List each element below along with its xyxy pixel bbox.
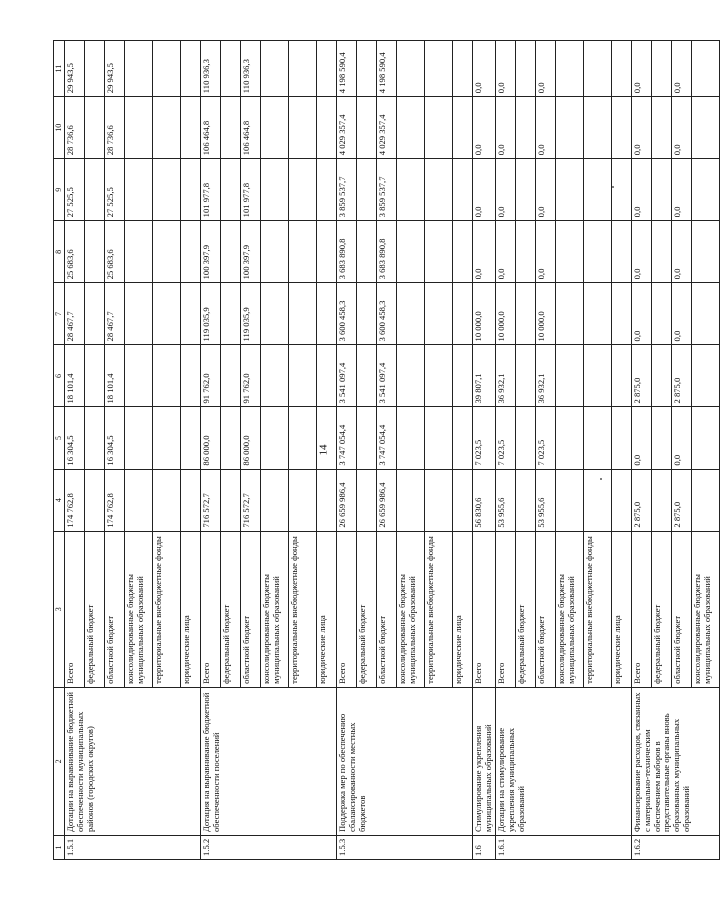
source-label: федеральный бюджет	[651, 531, 671, 687]
source-label: консолидированные бюджеты муниципальных образований	[261, 531, 289, 687]
value-cell: 0,0	[495, 159, 515, 221]
value-cell	[515, 345, 535, 407]
value-cell: 53 955,6	[535, 469, 555, 531]
value-cell	[611, 97, 631, 159]
value-cell	[515, 41, 535, 97]
row-name: Дотации на стимулирование укрепления муниципальных образований	[495, 687, 631, 835]
value-cell	[289, 97, 317, 159]
value-cell: 3 747 054,4	[337, 407, 357, 469]
value-cell	[125, 345, 153, 407]
value-cell	[181, 41, 201, 97]
value-cell	[221, 97, 241, 159]
value-cell	[153, 159, 181, 221]
value-cell: 0,0	[473, 41, 496, 97]
value-cell: 27 525,5	[105, 159, 125, 221]
value-cell	[611, 283, 631, 345]
value-cell: 18 101,4	[105, 345, 125, 407]
value-cell: 18 101,4	[65, 345, 85, 407]
value-cell	[153, 97, 181, 159]
value-cell: 3 683 890,8	[337, 221, 357, 283]
value-cell	[261, 469, 289, 531]
value-cell	[453, 41, 473, 97]
value-cell	[691, 221, 719, 283]
value-cell: 26 659 986,4	[377, 469, 397, 531]
header-cell: 9	[54, 159, 65, 221]
value-cell: 110 936,3	[241, 41, 261, 97]
value-cell: 4 029 357,4	[377, 97, 397, 159]
value-cell	[651, 159, 671, 221]
value-cell	[153, 41, 181, 97]
value-cell: 0,0	[535, 221, 555, 283]
source-label: консолидированные бюджеты муниципальных образований	[555, 531, 583, 687]
value-cell: 2 875,0	[631, 469, 651, 531]
value-cell	[221, 221, 241, 283]
value-cell	[555, 97, 583, 159]
value-cell: 106 464,8	[201, 97, 221, 159]
value-cell	[261, 345, 289, 407]
value-cell: 36 932,1	[535, 345, 555, 407]
value-cell: 0,0	[671, 283, 691, 345]
value-cell	[515, 159, 535, 221]
value-cell: 119 035,9	[201, 283, 221, 345]
value-cell: 119 035,9	[241, 283, 261, 345]
value-cell: 3 683 890,8	[377, 221, 397, 283]
value-cell	[651, 345, 671, 407]
value-cell	[453, 407, 473, 469]
value-cell	[125, 469, 153, 531]
value-cell	[515, 97, 535, 159]
value-cell: 3 541 097,4	[377, 345, 397, 407]
header-cell: 10	[54, 97, 65, 159]
row-code: 1.5.3	[337, 835, 473, 859]
value-cell: 29 943,5	[105, 41, 125, 97]
value-cell: 0,0	[671, 159, 691, 221]
value-cell	[221, 41, 241, 97]
value-cell	[583, 97, 611, 159]
row-name: Финансирование расходов, связанных с материально-техническим обеспечением выборов в представительные органы вновь образованных муниципальных образований	[631, 687, 719, 835]
page-number: 14	[317, 444, 330, 456]
value-cell: 0,0	[535, 97, 555, 159]
value-cell	[153, 221, 181, 283]
value-cell	[317, 407, 337, 469]
value-cell: 3 600 458,3	[377, 283, 397, 345]
scan-speck	[612, 186, 614, 188]
value-cell: 0,0	[473, 97, 496, 159]
source-label: областной бюджет	[535, 531, 555, 687]
value-cell: 3 859 537,7	[337, 159, 357, 221]
row-name: Поддержка мер по обеспечению сбалансированности местных бюджетов	[337, 687, 473, 835]
value-cell	[181, 283, 201, 345]
value-cell: 174 762,8	[65, 469, 85, 531]
value-cell	[453, 469, 473, 531]
value-cell	[289, 283, 317, 345]
value-cell	[397, 407, 425, 469]
value-cell: 4 198 590,4	[337, 41, 357, 97]
source-label: Всего	[65, 531, 85, 687]
value-cell	[555, 41, 583, 97]
source-label: областной бюджет	[241, 531, 261, 687]
value-cell	[691, 469, 719, 531]
table-row	[495, 41, 515, 860]
value-cell	[425, 345, 453, 407]
value-cell: 10 000,0	[473, 283, 496, 345]
table-row	[473, 41, 496, 860]
row-name: Дотации на выравнивание бюджетной обеспеченности муниципальных районов (городских округов)	[65, 687, 201, 835]
value-cell: 16 304,5	[65, 407, 85, 469]
value-cell: 0,0	[671, 407, 691, 469]
value-cell	[317, 221, 337, 283]
header-cell: 7	[54, 283, 65, 345]
value-cell: 39 807,1	[473, 345, 496, 407]
value-cell	[317, 41, 337, 97]
value-cell	[181, 469, 201, 531]
value-cell	[611, 469, 631, 531]
value-cell	[425, 407, 453, 469]
value-cell	[425, 97, 453, 159]
source-label: территориальные внебюджетные фонды	[425, 531, 453, 687]
value-cell	[357, 97, 377, 159]
value-cell: 86 000,0	[241, 407, 261, 469]
value-cell	[555, 221, 583, 283]
value-cell: 3 859 537,7	[377, 159, 397, 221]
value-cell: 0,0	[631, 41, 651, 97]
value-cell: 28 467,7	[105, 283, 125, 345]
value-cell: 28 736,6	[105, 97, 125, 159]
value-cell: 26 659 986,4	[337, 469, 357, 531]
value-cell: 0,0	[671, 97, 691, 159]
value-cell: 28 736,6	[65, 97, 85, 159]
value-cell: 0,0	[535, 41, 555, 97]
header-row	[54, 41, 65, 860]
value-cell	[221, 345, 241, 407]
value-cell	[583, 407, 611, 469]
value-cell	[125, 41, 153, 97]
value-cell: 2 875,0	[631, 345, 651, 407]
value-cell	[583, 345, 611, 407]
value-cell: 0,0	[631, 159, 651, 221]
table-row	[65, 41, 85, 860]
value-cell	[611, 159, 631, 221]
value-cell: 10 000,0	[495, 283, 515, 345]
value-cell	[691, 97, 719, 159]
value-cell	[289, 469, 317, 531]
value-cell	[555, 469, 583, 531]
value-cell: 7 023,5	[495, 407, 515, 469]
value-cell	[261, 221, 289, 283]
source-label: Всего	[473, 531, 496, 687]
value-cell	[317, 345, 337, 407]
value-cell	[289, 345, 317, 407]
value-cell	[515, 407, 535, 469]
source-label: областной бюджет	[671, 531, 691, 687]
value-cell	[317, 159, 337, 221]
value-cell	[261, 97, 289, 159]
value-cell: 3 600 458,3	[337, 283, 357, 345]
value-cell	[515, 469, 535, 531]
row-name: Дотация на выравнивание бюджетной обеспеченности поселений	[201, 687, 337, 835]
rotated-table-sheet	[53, 40, 712, 860]
value-cell	[125, 283, 153, 345]
source-label: Всего	[495, 531, 515, 687]
value-cell	[691, 283, 719, 345]
value-cell	[181, 97, 201, 159]
value-cell: 100 397,9	[201, 221, 221, 283]
value-cell: 2 875,0	[671, 345, 691, 407]
value-cell	[181, 159, 201, 221]
value-cell: 0,0	[495, 221, 515, 283]
value-cell	[611, 407, 631, 469]
source-label: юридические лица	[317, 531, 337, 687]
row-code: 1.6.2	[631, 835, 719, 859]
value-cell: 28 467,7	[65, 283, 85, 345]
value-cell: 101 977,8	[241, 159, 261, 221]
scan-speck	[600, 478, 602, 480]
source-label: консолидированные бюджеты муниципальных образований	[397, 531, 425, 687]
table-row	[337, 41, 357, 860]
value-cell: 7 023,5	[473, 407, 496, 469]
budget-table	[53, 40, 720, 860]
value-cell	[425, 469, 453, 531]
value-cell	[651, 97, 671, 159]
value-cell	[357, 159, 377, 221]
value-cell	[357, 407, 377, 469]
value-cell: 36 932,1	[495, 345, 515, 407]
value-cell	[453, 221, 473, 283]
value-cell	[317, 469, 337, 531]
value-cell	[181, 221, 201, 283]
header-cell: 6	[54, 345, 65, 407]
value-cell	[357, 345, 377, 407]
source-label: юридические лица	[453, 531, 473, 687]
source-label: Всего	[337, 531, 357, 687]
value-cell	[515, 283, 535, 345]
value-cell	[221, 407, 241, 469]
value-cell: 716 572,7	[241, 469, 261, 531]
source-label: федеральный бюджет	[221, 531, 241, 687]
value-cell	[357, 283, 377, 345]
value-cell: 86 000,0	[201, 407, 221, 469]
table-row	[201, 41, 221, 860]
row-name: Стимулирование укрепления муниципальных образований	[473, 687, 496, 835]
value-cell	[317, 283, 337, 345]
value-cell	[425, 159, 453, 221]
value-cell	[453, 283, 473, 345]
value-cell: 16 304,5	[105, 407, 125, 469]
source-label: областной бюджет	[377, 531, 397, 687]
value-cell: 0,0	[495, 41, 515, 97]
value-cell	[397, 97, 425, 159]
header-cell: 3	[54, 531, 65, 687]
value-cell	[425, 41, 453, 97]
header-cell: 1	[54, 835, 65, 859]
value-cell: 29 943,5	[65, 41, 85, 97]
value-cell	[181, 345, 201, 407]
source-label: юридические лица	[181, 531, 201, 687]
row-code: 1.6.1	[495, 835, 631, 859]
value-cell: 0,0	[495, 97, 515, 159]
source-label: территориальные внебюджетные фонды	[583, 531, 611, 687]
value-cell	[125, 221, 153, 283]
value-cell	[555, 407, 583, 469]
value-cell	[125, 159, 153, 221]
value-cell	[153, 469, 181, 531]
value-cell: 0,0	[631, 283, 651, 345]
value-cell	[611, 41, 631, 97]
value-cell	[153, 283, 181, 345]
value-cell: 0,0	[535, 159, 555, 221]
value-cell	[651, 41, 671, 97]
value-cell	[397, 41, 425, 97]
header-cell: 2	[54, 687, 65, 835]
source-label: федеральный бюджет	[85, 531, 105, 687]
value-cell	[651, 283, 671, 345]
source-label: областной бюджет	[105, 531, 125, 687]
value-cell: 0,0	[631, 97, 651, 159]
value-cell	[221, 159, 241, 221]
value-cell	[221, 283, 241, 345]
value-cell	[85, 345, 105, 407]
value-cell	[515, 221, 535, 283]
value-cell: 3 747 054,4	[377, 407, 397, 469]
value-cell: 10 000,0	[535, 283, 555, 345]
value-cell: 106 464,8	[241, 97, 261, 159]
value-cell: 101 977,8	[201, 159, 221, 221]
value-cell: 91 762,0	[201, 345, 221, 407]
value-cell: 0,0	[473, 159, 496, 221]
value-cell	[397, 283, 425, 345]
value-cell	[261, 283, 289, 345]
value-cell	[317, 97, 337, 159]
value-cell	[85, 407, 105, 469]
value-cell	[221, 469, 241, 531]
value-cell: 53 955,6	[495, 469, 515, 531]
value-cell	[453, 97, 473, 159]
value-cell	[85, 97, 105, 159]
source-label: Всего	[201, 531, 221, 687]
value-cell	[261, 41, 289, 97]
value-cell	[555, 283, 583, 345]
row-code: 1.6	[473, 835, 496, 859]
header-cell: 11	[54, 41, 65, 97]
value-cell	[611, 221, 631, 283]
value-cell	[357, 41, 377, 97]
value-cell	[289, 159, 317, 221]
value-cell	[85, 221, 105, 283]
value-cell	[583, 221, 611, 283]
value-cell	[583, 159, 611, 221]
value-cell: 3 541 097,4	[337, 345, 357, 407]
value-cell	[85, 41, 105, 97]
value-cell	[555, 345, 583, 407]
source-label: федеральный бюджет	[515, 531, 535, 687]
source-label: территориальные внебюджетные фонды	[153, 531, 181, 687]
value-cell	[611, 345, 631, 407]
source-label: юридические лица	[611, 531, 631, 687]
value-cell	[583, 469, 611, 531]
value-cell	[85, 469, 105, 531]
value-cell: 7 023,5	[535, 407, 555, 469]
value-cell: 2 875,0	[671, 469, 691, 531]
source-label: территориальные внебюджетные фонды	[289, 531, 317, 687]
value-cell	[125, 97, 153, 159]
value-cell	[397, 159, 425, 221]
value-cell	[261, 159, 289, 221]
value-cell	[691, 345, 719, 407]
value-cell	[261, 407, 289, 469]
value-cell: 174 762,8	[105, 469, 125, 531]
value-cell	[651, 407, 671, 469]
value-cell: 0,0	[631, 221, 651, 283]
value-cell	[453, 159, 473, 221]
value-cell	[397, 469, 425, 531]
value-cell	[153, 345, 181, 407]
header-cell: 4	[54, 469, 65, 531]
value-cell	[357, 221, 377, 283]
value-cell	[85, 283, 105, 345]
value-cell	[691, 159, 719, 221]
value-cell	[397, 345, 425, 407]
value-cell: 110 936,3	[201, 41, 221, 97]
value-cell: 27 525,5	[65, 159, 85, 221]
value-cell: 100 397,9	[241, 221, 261, 283]
table-row	[631, 41, 651, 860]
value-cell: 91 762,0	[241, 345, 261, 407]
value-cell: 25 683,6	[65, 221, 85, 283]
source-label: федеральный бюджет	[357, 531, 377, 687]
value-cell	[425, 221, 453, 283]
value-cell: 56 830,6	[473, 469, 496, 531]
value-cell	[125, 407, 153, 469]
value-cell	[397, 221, 425, 283]
header-cell: 5	[54, 407, 65, 469]
value-cell	[691, 41, 719, 97]
value-cell: 0,0	[671, 41, 691, 97]
value-cell	[357, 469, 377, 531]
source-label: Всего	[631, 531, 651, 687]
value-cell	[583, 41, 611, 97]
value-cell	[453, 345, 473, 407]
value-cell	[651, 469, 671, 531]
value-cell	[289, 41, 317, 97]
value-cell	[555, 159, 583, 221]
value-cell	[181, 407, 201, 469]
value-cell: 0,0	[473, 221, 496, 283]
value-cell: 25 683,6	[105, 221, 125, 283]
row-code: 1.5.2	[201, 835, 337, 859]
value-cell	[85, 159, 105, 221]
value-cell: 4 029 357,4	[337, 97, 357, 159]
value-cell: 4 198 590,4	[377, 41, 397, 97]
source-label: консолидированные бюджеты муниципальных образований	[125, 531, 153, 687]
source-label: консолидированные бюджеты муниципальных образований	[691, 531, 719, 687]
value-cell	[289, 221, 317, 283]
value-cell	[691, 407, 719, 469]
value-cell	[583, 283, 611, 345]
value-cell: 716 572,7	[201, 469, 221, 531]
value-cell: 0,0	[631, 407, 651, 469]
header-cell: 8	[54, 221, 65, 283]
value-cell	[425, 283, 453, 345]
row-code: 1.5.1	[65, 835, 201, 859]
value-cell	[651, 221, 671, 283]
value-cell: 0,0	[671, 221, 691, 283]
value-cell	[289, 407, 317, 469]
value-cell	[153, 407, 181, 469]
